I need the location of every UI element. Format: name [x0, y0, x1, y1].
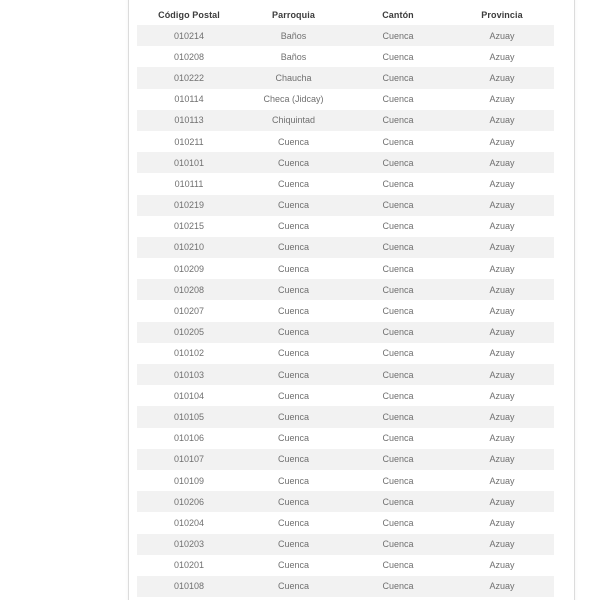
cell-parish: Cuenca — [241, 216, 346, 237]
cell-parish: Baños — [241, 25, 346, 46]
cell-canton: Cuenca — [346, 322, 450, 343]
cell-canton: Cuenca — [346, 385, 450, 406]
table-row — [137, 322, 554, 343]
cell-province: Azuay — [450, 322, 554, 343]
cell-postal-code: 010203 — [137, 534, 241, 555]
cell-postal-code: 010111 — [137, 173, 241, 194]
cell-parish: Cuenca — [241, 449, 346, 470]
cell-canton: Cuenca — [346, 534, 450, 555]
cell-parish: Cuenca — [241, 343, 346, 364]
cell-parish: Cuenca — [241, 428, 346, 449]
cell-province: Azuay — [450, 470, 554, 491]
cell-canton: Cuenca — [346, 428, 450, 449]
table-row — [137, 216, 554, 237]
cell-province: Azuay — [450, 512, 554, 533]
table-body — [137, 25, 554, 597]
cell-province: Azuay — [450, 343, 554, 364]
cell-province: Azuay — [450, 216, 554, 237]
table-row — [137, 491, 554, 512]
header-row — [137, 4, 554, 25]
cell-parish: Cuenca — [241, 300, 346, 321]
cell-postal-code: 010102 — [137, 343, 241, 364]
cell-postal-code: 010214 — [137, 25, 241, 46]
cell-canton: Cuenca — [346, 173, 450, 194]
table-row — [137, 258, 554, 279]
table-row — [137, 576, 554, 597]
cell-canton: Cuenca — [346, 512, 450, 533]
cell-postal-code: 010219 — [137, 195, 241, 216]
cell-canton: Cuenca — [346, 406, 450, 427]
cell-postal-code: 010215 — [137, 216, 241, 237]
table-row — [137, 385, 554, 406]
cell-parish: Cuenca — [241, 152, 346, 173]
table-row — [137, 46, 554, 67]
cell-province: Azuay — [450, 428, 554, 449]
cell-canton: Cuenca — [346, 470, 450, 491]
table-row — [137, 173, 554, 194]
cell-canton: Cuenca — [346, 279, 450, 300]
table-row — [137, 406, 554, 427]
cell-parish: Baños — [241, 46, 346, 67]
table-row — [137, 449, 554, 470]
cell-parish: Chiquintad — [241, 110, 346, 131]
table-row — [137, 512, 554, 533]
cell-postal-code: 010207 — [137, 300, 241, 321]
cell-province: Azuay — [450, 576, 554, 597]
cell-province: Azuay — [450, 406, 554, 427]
cell-canton: Cuenca — [346, 67, 450, 88]
cell-postal-code: 010107 — [137, 449, 241, 470]
cell-canton: Cuenca — [346, 110, 450, 131]
cell-canton: Cuenca — [346, 152, 450, 173]
cell-postal-code: 010103 — [137, 364, 241, 385]
cell-province: Azuay — [450, 555, 554, 576]
cell-province: Azuay — [450, 89, 554, 110]
cell-parish: Cuenca — [241, 131, 346, 152]
cell-province: Azuay — [450, 152, 554, 173]
cell-canton: Cuenca — [346, 364, 450, 385]
cell-canton: Cuenca — [346, 491, 450, 512]
header-parish: Parroquia — [241, 4, 346, 25]
cell-parish: Chaucha — [241, 67, 346, 88]
cell-postal-code: 010101 — [137, 152, 241, 173]
table-row — [137, 279, 554, 300]
cell-parish: Cuenca — [241, 576, 346, 597]
table-row — [137, 25, 554, 46]
header-province: Provincia — [450, 4, 554, 25]
cell-province: Azuay — [450, 534, 554, 555]
cell-parish: Cuenca — [241, 279, 346, 300]
cell-canton: Cuenca — [346, 25, 450, 46]
cell-canton: Cuenca — [346, 216, 450, 237]
cell-postal-code: 010208 — [137, 46, 241, 67]
cell-postal-code: 010109 — [137, 470, 241, 491]
cell-canton: Cuenca — [346, 89, 450, 110]
cell-parish: Cuenca — [241, 364, 346, 385]
table-row — [137, 89, 554, 110]
cell-province: Azuay — [450, 491, 554, 512]
cell-province: Azuay — [450, 25, 554, 46]
cell-canton: Cuenca — [346, 46, 450, 67]
table-row — [137, 67, 554, 88]
postal-code-table — [137, 4, 554, 597]
table-row — [137, 343, 554, 364]
cell-province: Azuay — [450, 110, 554, 131]
table-row — [137, 237, 554, 258]
cell-province: Azuay — [450, 131, 554, 152]
cell-parish: Cuenca — [241, 322, 346, 343]
table-row — [137, 131, 554, 152]
table-row — [137, 534, 554, 555]
cell-province: Azuay — [450, 237, 554, 258]
cell-parish: Cuenca — [241, 534, 346, 555]
cell-postal-code: 010204 — [137, 512, 241, 533]
cell-parish: Cuenca — [241, 406, 346, 427]
cell-postal-code: 010211 — [137, 131, 241, 152]
cell-parish: Checa (Jidcay) — [241, 89, 346, 110]
cell-postal-code: 010106 — [137, 428, 241, 449]
cell-parish: Cuenca — [241, 512, 346, 533]
cell-postal-code: 010113 — [137, 110, 241, 131]
cell-postal-code: 010206 — [137, 491, 241, 512]
cell-province: Azuay — [450, 195, 554, 216]
table-row — [137, 470, 554, 491]
table-row — [137, 364, 554, 385]
cell-canton: Cuenca — [346, 576, 450, 597]
cell-parish: Cuenca — [241, 385, 346, 406]
cell-province: Azuay — [450, 279, 554, 300]
cell-province: Azuay — [450, 46, 554, 67]
table-row — [137, 195, 554, 216]
cell-province: Azuay — [450, 67, 554, 88]
cell-postal-code: 010209 — [137, 258, 241, 279]
table-row — [137, 555, 554, 576]
cell-canton: Cuenca — [346, 343, 450, 364]
cell-postal-code: 010201 — [137, 555, 241, 576]
table-row — [137, 300, 554, 321]
cell-postal-code: 010208 — [137, 279, 241, 300]
cell-canton: Cuenca — [346, 237, 450, 258]
cell-canton: Cuenca — [346, 555, 450, 576]
cell-canton: Cuenca — [346, 195, 450, 216]
cell-postal-code: 010104 — [137, 385, 241, 406]
table-row — [137, 428, 554, 449]
cell-postal-code: 010108 — [137, 576, 241, 597]
header-postal-code: Código Postal — [137, 4, 241, 25]
cell-parish: Cuenca — [241, 470, 346, 491]
cell-parish: Cuenca — [241, 555, 346, 576]
cell-province: Azuay — [450, 258, 554, 279]
cell-province: Azuay — [450, 300, 554, 321]
cell-postal-code: 010210 — [137, 237, 241, 258]
cell-parish: Cuenca — [241, 195, 346, 216]
table-row — [137, 110, 554, 131]
cell-canton: Cuenca — [346, 300, 450, 321]
cell-province: Azuay — [450, 173, 554, 194]
cell-parish: Cuenca — [241, 491, 346, 512]
table-header — [137, 4, 554, 25]
table-row — [137, 152, 554, 173]
header-canton: Cantón — [346, 4, 450, 25]
cell-canton: Cuenca — [346, 258, 450, 279]
cell-postal-code: 010222 — [137, 67, 241, 88]
cell-parish: Cuenca — [241, 237, 346, 258]
cell-canton: Cuenca — [346, 449, 450, 470]
cell-canton: Cuenca — [346, 131, 450, 152]
cell-province: Azuay — [450, 364, 554, 385]
cell-province: Azuay — [450, 385, 554, 406]
cell-province: Azuay — [450, 449, 554, 470]
cell-postal-code: 010114 — [137, 89, 241, 110]
cell-parish: Cuenca — [241, 173, 346, 194]
cell-postal-code: 010105 — [137, 406, 241, 427]
cell-parish: Cuenca — [241, 258, 346, 279]
cell-postal-code: 010205 — [137, 322, 241, 343]
